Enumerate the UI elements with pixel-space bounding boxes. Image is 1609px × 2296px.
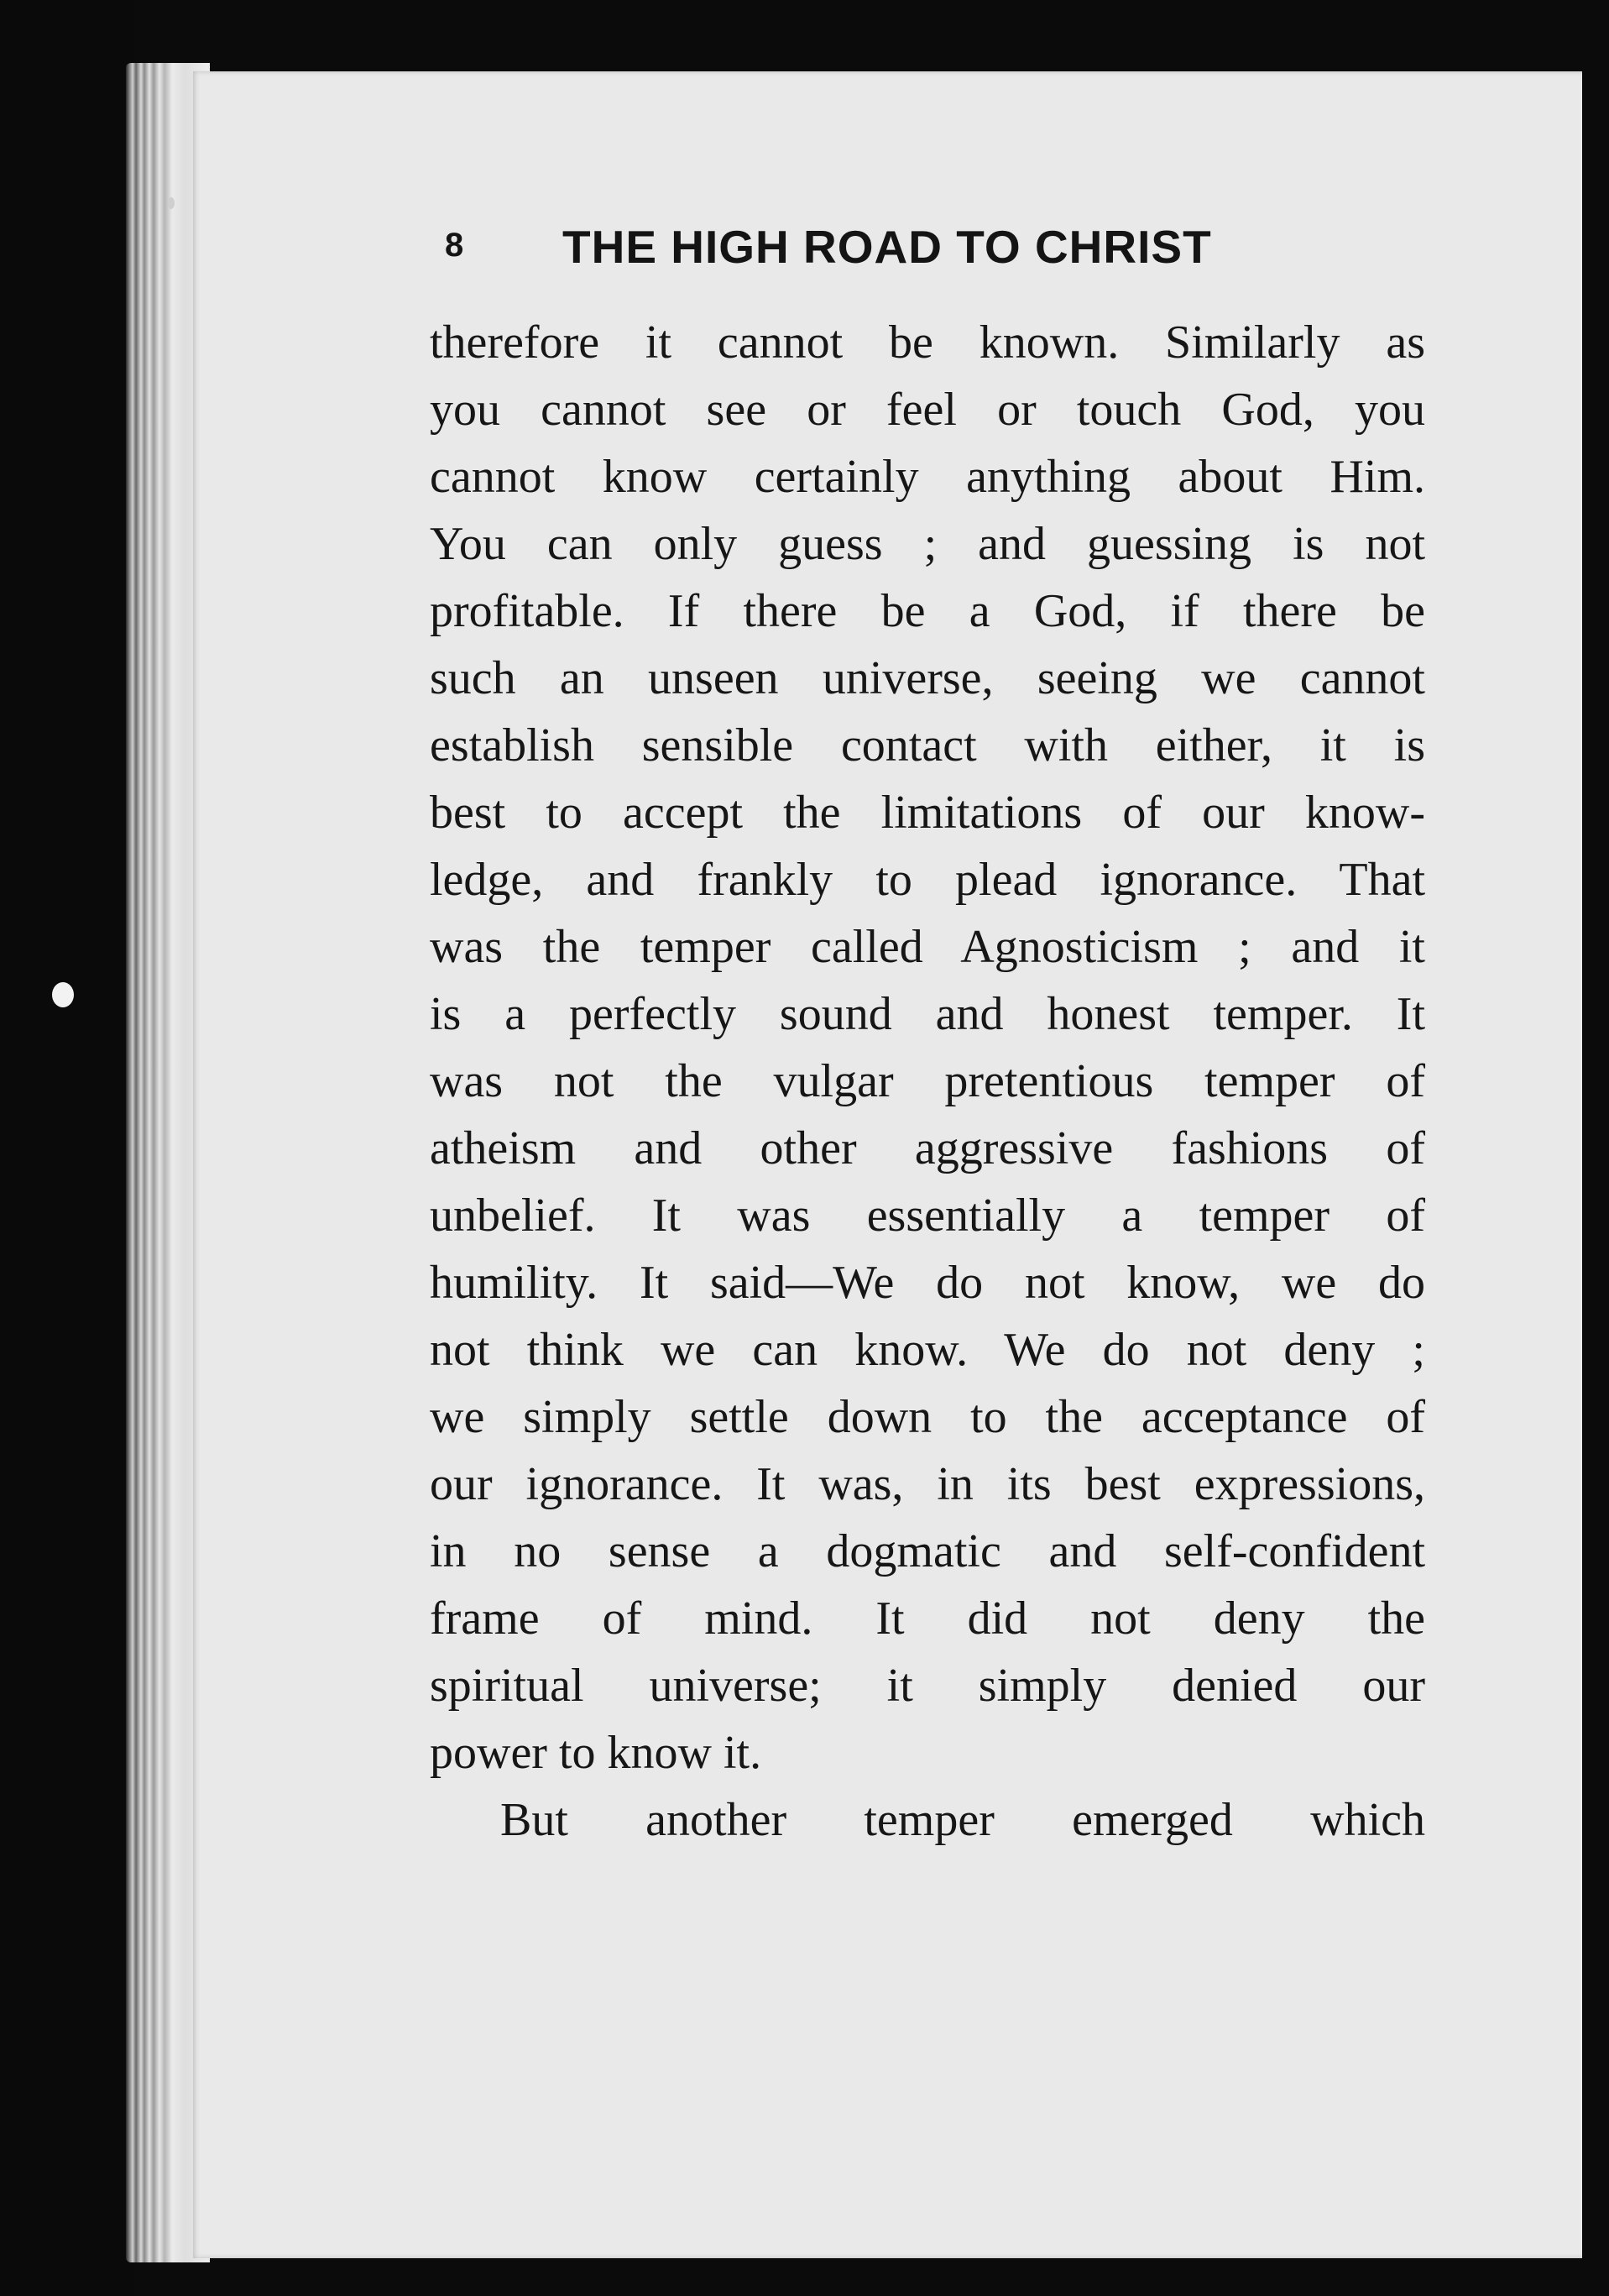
running-head: THE HIGH ROAD TO CHRIST <box>562 221 1212 273</box>
text-line: we simply settle down to the acceptance of <box>430 1391 1425 1443</box>
text-line: But another temper emerged which <box>500 1794 1425 1846</box>
scan-speck <box>52 982 74 1007</box>
text-line: such an unseen universe, seeing we cannot <box>430 652 1425 704</box>
text-line: is a perfectly sound and honest temper. It <box>430 988 1425 1040</box>
text-line: You can only guess ; and guessing is not <box>430 518 1425 570</box>
scan-speck <box>168 197 175 209</box>
text-line: therefore it cannot be known. Similarly as <box>430 316 1425 369</box>
page-header <box>445 220 1402 279</box>
text-line: was not the vulgar pretentious temper of <box>430 1055 1425 1107</box>
text-line: frame of mind. It did not deny the <box>430 1593 1425 1645</box>
body-text <box>430 309 1425 1854</box>
scan-right-border <box>1582 59 1609 2275</box>
text-line: spiritual universe; it simply denied our <box>430 1660 1425 1712</box>
text-line: establish sensible contact with either, it is <box>430 719 1425 771</box>
text-line: in no sense a dogmatic and self-confident <box>430 1525 1425 1577</box>
text-line: cannot know certainly anything about Him. <box>430 451 1425 503</box>
text-line: atheism and other aggressive fashions of <box>430 1122 1425 1174</box>
text-line: unbelief. It was essentially a temper of <box>430 1190 1425 1242</box>
page-number: 8 <box>445 227 464 264</box>
text-line: not think we can know. We do not deny ; <box>430 1324 1425 1376</box>
text-line: power to know it. <box>430 1727 762 1779</box>
scan-left-border <box>0 0 134 2296</box>
text-line: profitable. If there be a God, if there be <box>430 585 1425 637</box>
text-line: was the temper called Agnosticism ; and it <box>430 921 1425 973</box>
text-line: best to accept the limitations of our know- <box>430 787 1425 839</box>
text-line: humility. It said—We do not know, we do <box>430 1257 1425 1309</box>
text-line: our ignorance. It was, in its best expressions, <box>430 1458 1425 1510</box>
text-line: you cannot see or feel or touch God, you <box>430 384 1425 436</box>
text-line: ledge, and frankly to plead ignorance. That <box>430 854 1425 906</box>
